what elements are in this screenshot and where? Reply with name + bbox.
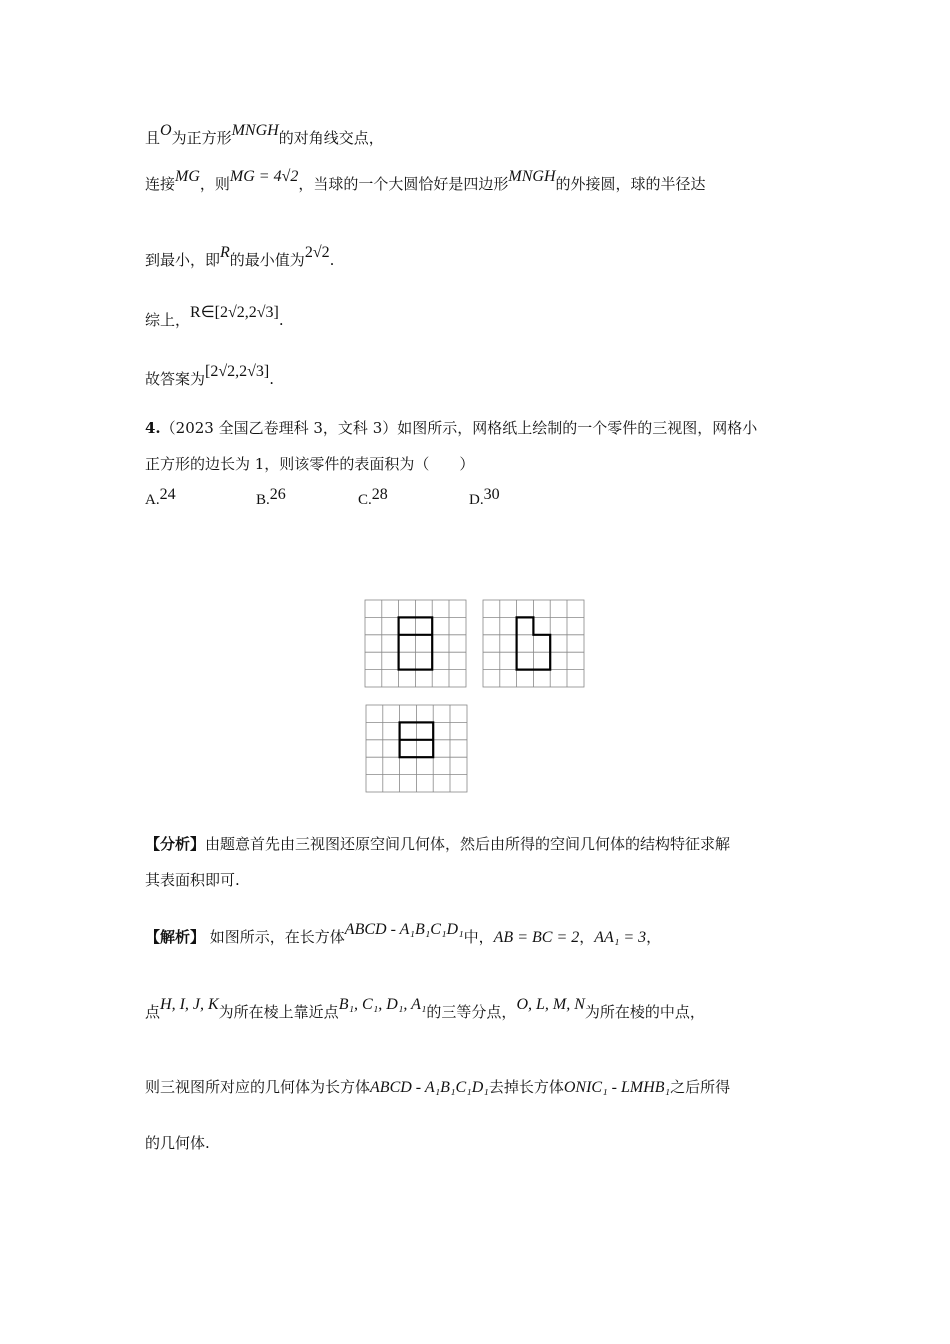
- math-expression: R∈[2√2,2√3]: [190, 304, 279, 321]
- math-expression: [2√2,2√3]: [205, 363, 270, 380]
- option-b: B.26: [256, 486, 286, 508]
- text-line: 且O为正方形MNGH的对角线交点，: [145, 122, 384, 147]
- solution-line: 则三视图所对应的几何体为长方体ABCD - A₁B₁C₁D₁去掉长方体ONIC₁ - LMHB₁之后所得: [145, 1078, 731, 1096]
- math-expression: MG = 4√2: [229, 168, 299, 185]
- analysis-line: 其表面积即可.: [145, 871, 240, 889]
- solution-line: 的几何体.: [145, 1134, 210, 1152]
- text-line: 综上，R∈[2√2,2√3].: [145, 304, 284, 329]
- option-c: C.28: [358, 486, 388, 508]
- text-line: 故答案为[2√2,2√3].: [145, 363, 275, 388]
- solution-line: 【解析】 如图所示，在长方体ABCD - A₁B₁C₁D₁中，AB = BC = 2，AA₁ = 3，: [145, 921, 662, 946]
- solution-line: 点H, I, J, K为所在棱上靠近点B₁, C₁, D₁, A₁的三等分点，O, L, M, N为所在棱的中点，: [145, 996, 705, 1021]
- text-line: 到最小，即R的最小值为2√2.: [145, 244, 335, 269]
- option-a: A.24: [145, 486, 176, 508]
- question-line: 4.（2023 全国乙卷理科 3，文科 3）如图所示，网格纸上绘制的一个零件的三视图，网格小: [145, 419, 758, 437]
- top-view-figure: [365, 704, 469, 794]
- analysis-line: 【分析】由题意首先由三视图还原空间几何体，然后由所得的空间几何体的结构特征求解: [145, 835, 731, 853]
- side-view-figure: [482, 599, 586, 689]
- front-view-figure: [364, 599, 468, 689]
- text-line: 连接MG，则MG = 4√2，当球的一个大圆恰好是四边形MNGH的外接圆，球的半径达: [145, 168, 706, 193]
- option-d: D.30: [469, 486, 500, 508]
- math-expression: 2√2: [304, 244, 330, 261]
- question-line: 正方形的边长为 1，则该零件的表面积为（ ）: [145, 455, 475, 473]
